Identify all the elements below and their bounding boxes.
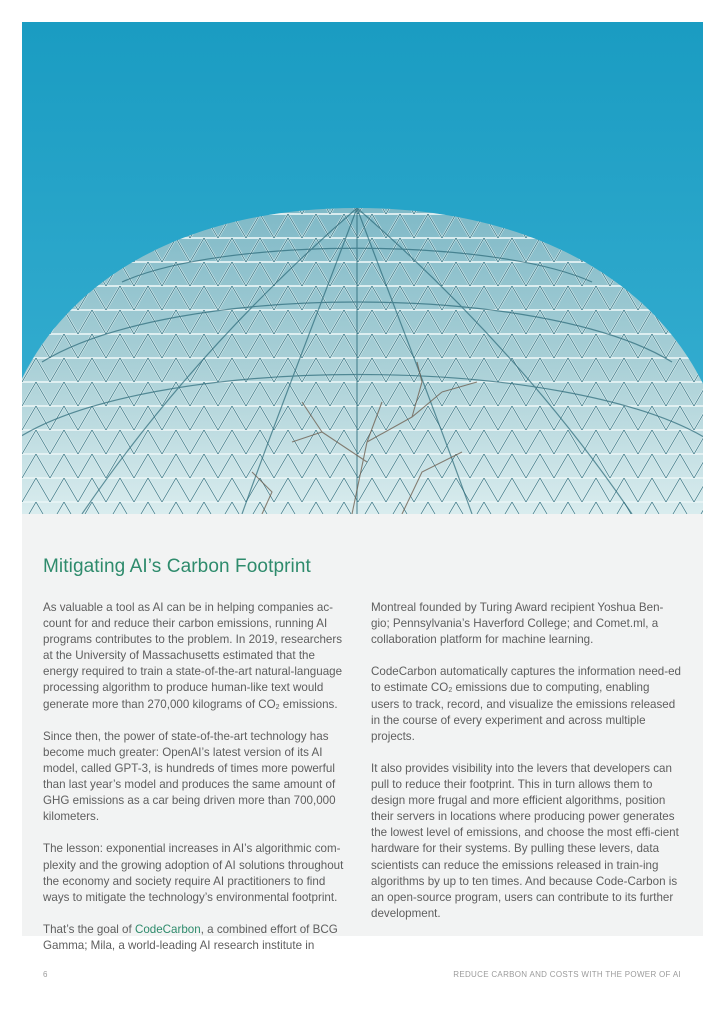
paragraph-text: CodeCarbon automatically captures the information need-ed to estimate CO [371, 665, 681, 695]
paragraph [43, 922, 348, 954]
article-panel [22, 514, 703, 952]
running-title: REDUCE CARBON AND COSTS WITH THE POWER OF AI [453, 970, 681, 979]
paragraph-text: emissions. [279, 697, 338, 711]
paragraph-text: That’s the goal of [43, 922, 135, 936]
paragraph: Montreal founded by Turing Award recipient Yoshua Ben-gio; Pennsylvania’s Haverford College; and Comet.ml, a collaboration platform for machine learning. [371, 601, 664, 647]
paragraph: The lesson: exponential increases in AI’s algorithmic com-plexity and the growing adoption of AI solutions throughout the economy and society require AI practitioners to find ways to mitigate the technology’s environmental footprint. [43, 842, 344, 904]
text-column-left [43, 600, 348, 970]
paragraph-text: , a combined effort of BCG Gamma; Mila, a world-leading AI research institute in [43, 922, 338, 952]
section-heading: Mitigating AI’s Carbon Footprint [43, 556, 311, 577]
hero-image [22, 22, 703, 514]
paragraph-text: emissions due to computing, enabling users to track, record, and visualize the emissions released in the course of every experiment and across multiple projects. [371, 681, 676, 743]
codecarbon-link[interactable]: CodeCarbon [134, 922, 201, 936]
paragraph-text: As valuable a tool as AI can be in helping companies ac-count for and reduce their carbon emissions, running AI programs contributes to the problem. In 2019, researchers at the University of Massachusetts estimated that the energy required to train a state-of-the-art natural-language processing algorithm to produce human-like text would generate more than 270,000 kilograms of CO [43, 601, 343, 711]
text-column-right [371, 600, 681, 938]
paragraph [371, 664, 681, 744]
page-number: 6 [43, 970, 48, 979]
paragraph: Since then, the power of state-of-the-art technology has become much greater: OpenAI’s latest version of its AI model, called GPT-3, is hundreds of times more powerful than last year’s model and produces the same amount of GHG emissions as a car being driven more than 700,000 kilometers. [43, 729, 336, 824]
geodesic-dome-icon [22, 22, 703, 514]
paragraph [43, 600, 348, 713]
subscript: 2 [275, 703, 280, 711]
paragraph: It also provides visibility into the levers that developers can pull to reduce their footprint. This in turn allows them to design more frugal and more efficient algorithms, position their servers in locations where producing power generates the lowest level of emissions, and choose the most effi-cient hardware for their systems. By pulling these levers, data scientists can reduce the emissions released in train-ing algorithms by up to ten times. And because Code-Carbon is an open-source program, users can contribute to its further development. [371, 761, 679, 920]
subscript: 2 [448, 687, 453, 695]
